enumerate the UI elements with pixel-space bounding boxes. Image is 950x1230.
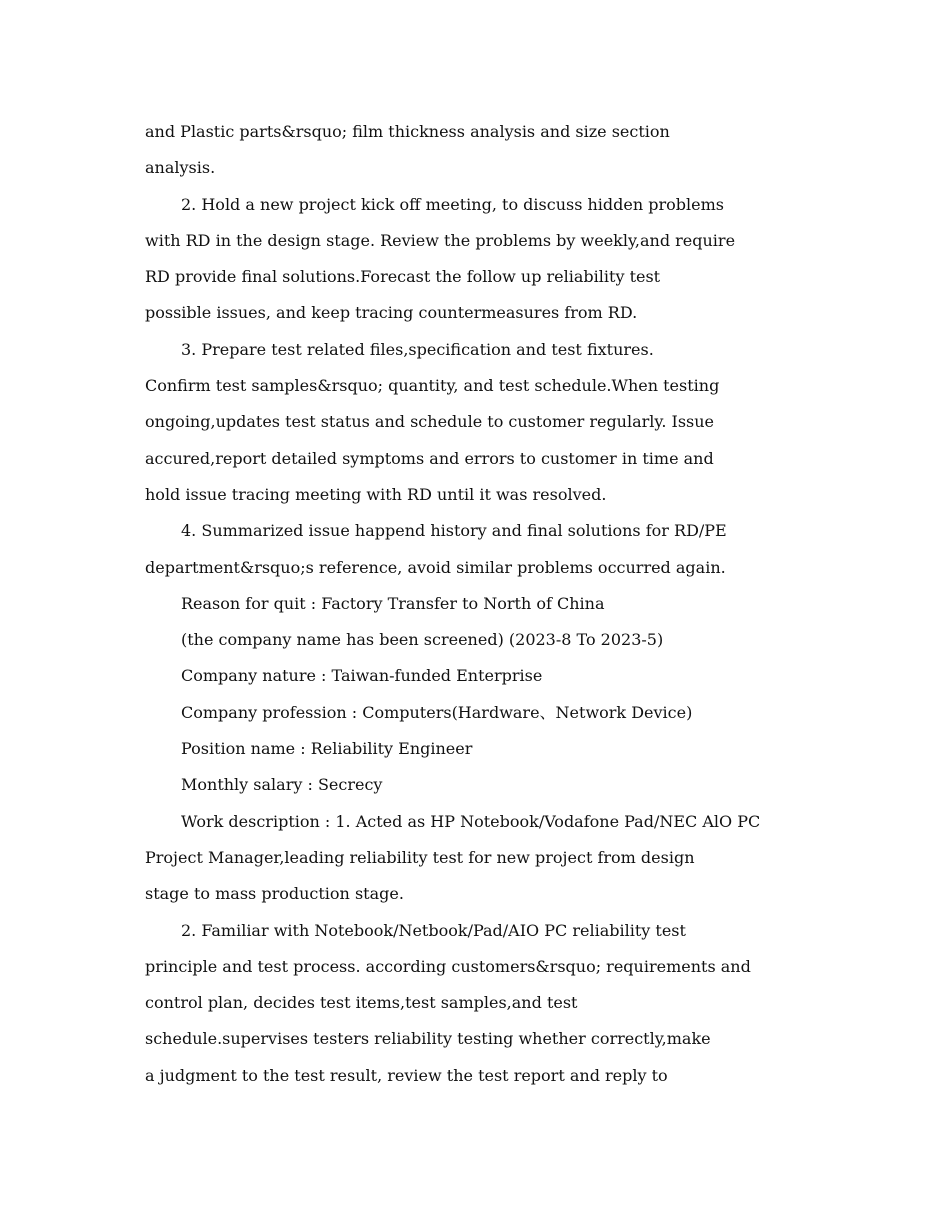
text-line: with RD in the design stage. Review the problems by weekly,and require <box>145 230 736 250</box>
text-line: ongoing,updates test status and schedule to customer regularly. Issue <box>145 412 715 432</box>
text-line: 2. Familiar with Notebook/Netbook/Pad/AIO PC reliability test <box>181 920 686 940</box>
text-line: Company profession : Computers(Hardware、Network Device) <box>181 702 693 722</box>
text-line: Work description : 1. Acted as HP Notebook/Vodafone Pad/NEC AlO PC <box>181 811 761 831</box>
paragraph-company-period <box>145 622 810 658</box>
text-line: Monthly salary : Secrecy <box>181 775 383 795</box>
paragraph-test-files <box>145 332 810 513</box>
text-line: Company nature : Taiwan-funded Enterprise <box>181 666 543 686</box>
text-line: schedule.supervises testers reliability testing whether correctly,make <box>145 1029 711 1049</box>
text-line: control plan, decides test items,test samples,and test <box>145 993 578 1013</box>
paragraph-position-name <box>145 731 810 767</box>
document-body <box>145 114 810 1094</box>
text-line: Reason for quit : Factory Transfer to North of China <box>181 593 605 613</box>
paragraph-kickoff-meeting <box>145 187 810 332</box>
paragraph-film-thickness <box>145 114 810 187</box>
paragraph-reason-for-quit <box>145 586 810 622</box>
text-line: RD provide final solutions.Forecast the follow up reliability test <box>145 267 661 287</box>
text-line: principle and test process. according customers&rsquo; requirements and <box>145 956 751 976</box>
text-line: a judgment to the test result, review the test report and reply to <box>145 1065 668 1085</box>
text-line: possible issues, and keep tracing countermeasures from RD. <box>145 303 638 323</box>
text-line: hold issue tracing meeting with RD until it was resolved. <box>145 484 607 504</box>
text-line: Project Manager,leading reliability test for new project from design <box>145 847 695 867</box>
paragraph-company-profession <box>145 695 810 731</box>
text-line: 3. Prepare test related files,specification and test fixtures. <box>181 339 654 359</box>
paragraph-summarized-issues <box>145 513 810 586</box>
text-line: accured,report detailed symptoms and errors to customer in time and <box>145 448 714 468</box>
text-line: analysis. <box>145 158 216 178</box>
paragraph-reliability-principle <box>145 913 810 1094</box>
text-line: stage to mass production stage. <box>145 884 404 904</box>
text-line: and Plastic parts&rsquo; film thickness analysis and size section <box>145 122 670 141</box>
text-line: 4. Summarized issue happend history and final solutions for RD/PE <box>181 521 727 541</box>
paragraph-work-description <box>145 804 810 913</box>
text-line: (the company name has been screened) (2023-8 To 2023-5) <box>181 630 664 650</box>
text-line: Position name : Reliability Engineer <box>181 739 473 759</box>
paragraph-monthly-salary <box>145 767 810 803</box>
text-line: 2. Hold a new project kick off meeting, to discuss hidden problems <box>181 194 724 214</box>
text-line: department&rsquo;s reference, avoid similar problems occurred again. <box>145 557 726 577</box>
text-line: Confirm test samples&rsquo; quantity, and test schedule.When testing <box>145 376 720 396</box>
paragraph-company-nature <box>145 658 810 694</box>
